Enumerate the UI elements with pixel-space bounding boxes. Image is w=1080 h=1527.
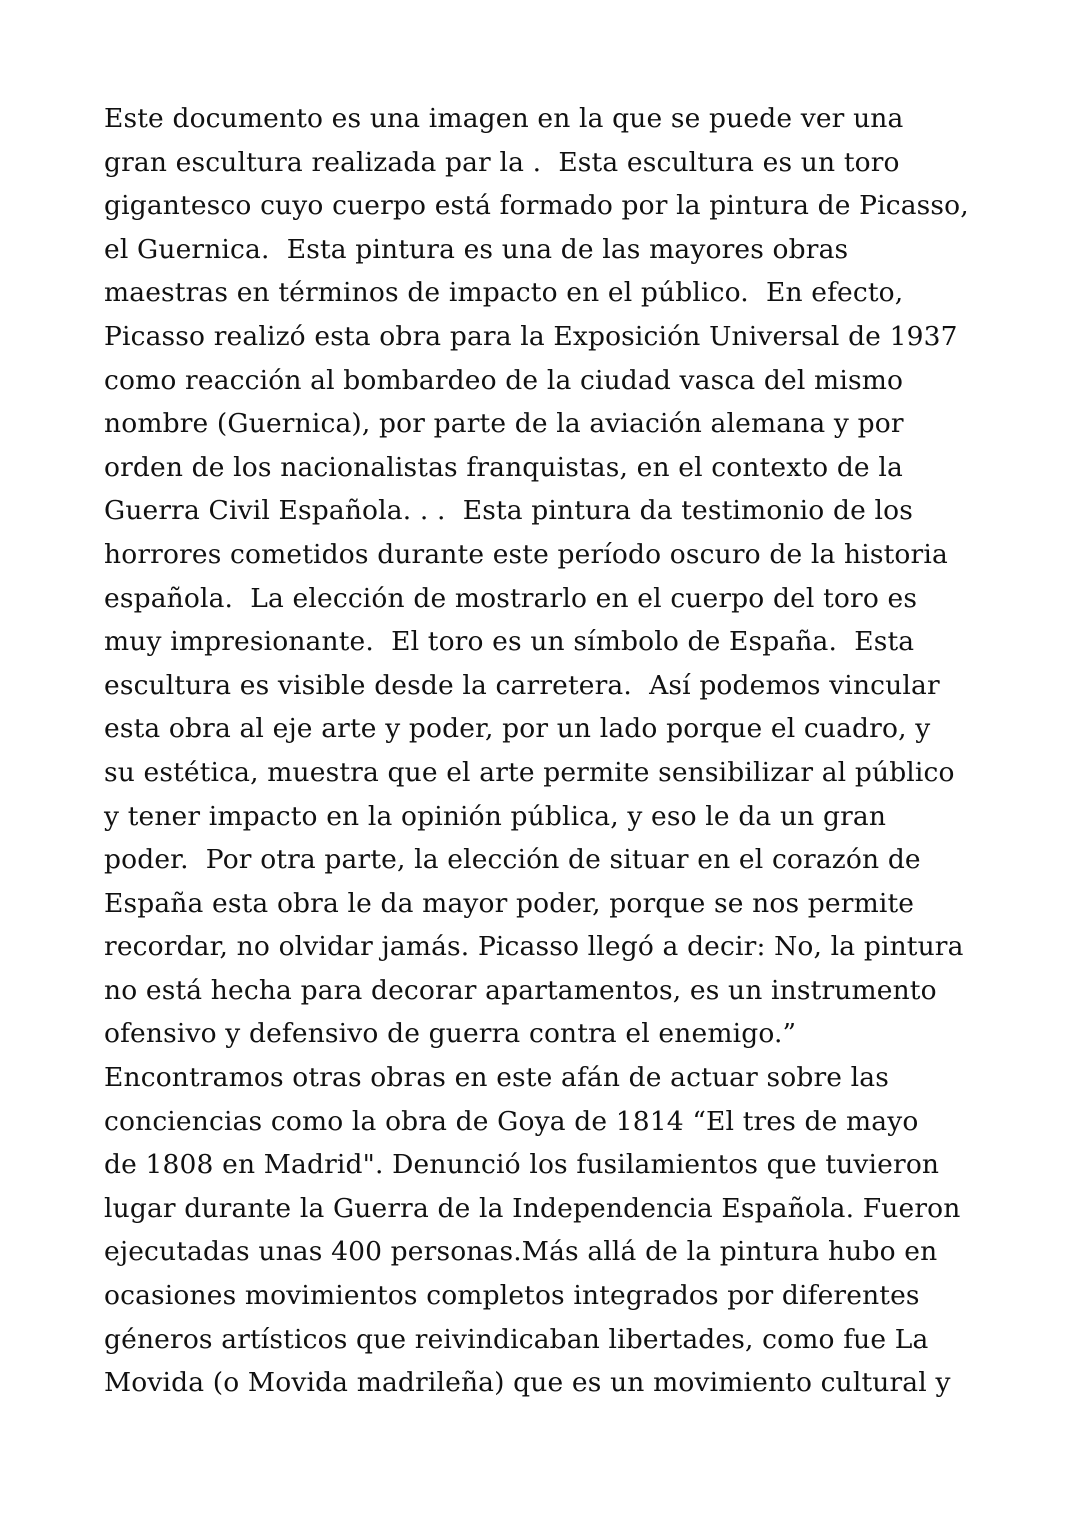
text-line: nombre (Guernica), por parte de la aviación alemana y por [104,408,904,440]
text-line: como reacción al bombardeo de la ciudad vasca del mismo [104,364,904,396]
text-line: géneros artísticos que reivindicaban libertades, como fue La [104,1323,929,1355]
text-line: el Guernica. Esta pintura es una de las mayores obras [104,233,849,265]
text-line: muy impresionante. El toro es un símbolo de España. Esta [104,626,915,658]
text-line: maestras en términos de impacto en el público. En efecto, [104,277,904,309]
text-line: Guerra Civil Española. . . Esta pintura da testimonio de los [104,495,913,527]
text-line: poder. Por otra parte, la elección de situar en el corazón de [104,844,921,876]
text-line: lugar durante la Guerra de la Independencia Española. Fueron [104,1192,961,1224]
text-line: ejecutadas unas 400 personas.Más allá de la pintura hubo en [104,1236,938,1268]
text-line: esta obra al eje arte y poder, por un lado porque el cuadro, y [104,713,931,745]
text-line: orden de los nacionalistas franquistas, en el contexto de la [104,451,903,483]
text-line: española. La elección de mostrarlo en el cuerpo del toro es [104,582,918,614]
text-line: España esta obra le da mayor poder, porque se nos permite [104,887,915,919]
text-line: ocasiones movimientos completos integrados por diferentes [104,1280,920,1312]
text-line: recordar, no olvidar jamás. Picasso llegó a decir: No, la pintura [104,931,964,963]
text-line: Encontramos otras obras en este afán de actuar sobre las [104,1062,889,1094]
text-line: ofensivo y defensivo de guerra contra el enemigo.” [104,1018,797,1050]
text-line: gran escultura realizada par la . Esta escultura es un toro [104,146,900,178]
body-text [104,97,1004,1405]
text-line: gigantesco cuyo cuerpo está formado por la pintura de Picasso, [104,190,969,222]
text-line: no está hecha para decorar apartamentos, es un instrumento [104,974,937,1006]
text-line: de 1808 en Madrid". Denunció los fusilamientos que tuvieron [104,1149,940,1181]
text-line: y tener impacto en la opinión pública, y eso le da un gran [104,800,887,832]
text-line: Este documento es una imagen en la que se puede ver una [104,103,904,134]
text-line: Movida (o Movida madrileña) que es un movimiento cultural y [104,1367,951,1399]
text-line: conciencias como la obra de Goya de 1814 “El tres de mayo [104,1105,919,1137]
text-line: escultura es visible desde la carretera. Así podemos vincular [104,669,940,701]
text-line: su estética, muestra que el arte permite sensibilizar al público [104,756,955,788]
text-line: horrores cometidos durante este período oscuro de la historia [104,538,948,570]
text-line: Picasso realizó esta obra para la Exposición Universal de 1937 [104,320,958,352]
